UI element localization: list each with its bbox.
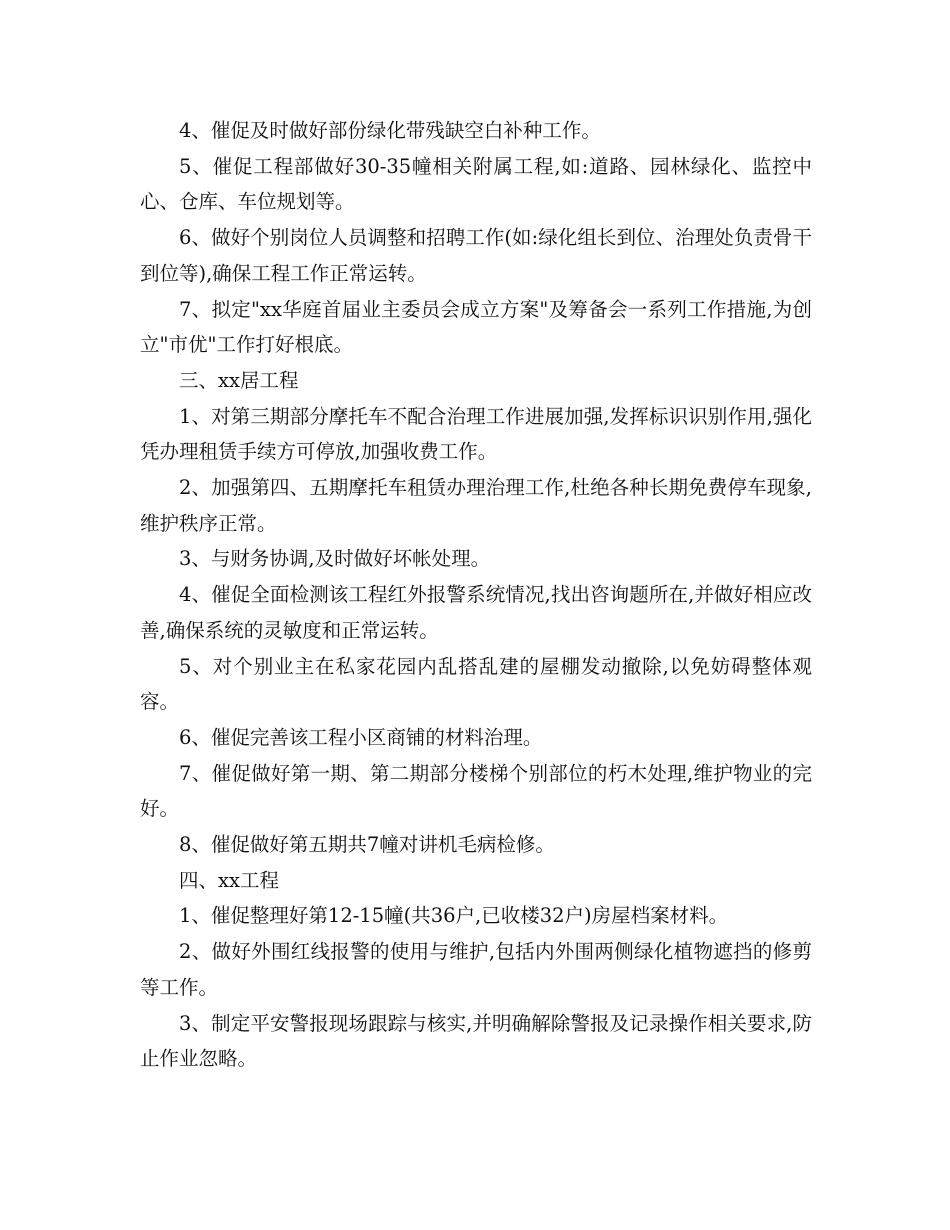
paragraph-item-4-greening: 4、催促及时做好部份绿化带残缺空白补种工作。 xyxy=(179,119,601,142)
section-heading-3: 三、xx居工程 xyxy=(179,368,299,392)
document-body xyxy=(140,113,812,1077)
paragraph-s3-item-3: 3、与财务协调,及时做好坏帐处理。 xyxy=(179,547,491,571)
paragraph-s3-item-6: 6、催促完善该工程小区商铺的材料治理。 xyxy=(179,725,543,749)
paragraph-s3-item-4: 4、催促全面检测该工程红外报警系统情况,找出咨询题所在,并做好相应改善,确保系统的灵敏度和正常运转。 xyxy=(140,583,812,642)
paragraph-item-5-ancillary-works: 5、催促工程部做好30-35幢相关附属工程,如:道路、园林绿化、监控中心、仓库、车位规划等。 xyxy=(140,154,812,214)
paragraph-s4-item-3: 3、制定平安警报现场跟踪与核实,并明确解除警报及记录操作相关要求,防止作业忽略。 xyxy=(140,1011,812,1071)
paragraph-s3-item-8: 8、催促做好第五期共7幢对讲机毛病检修。 xyxy=(179,833,555,857)
section-heading-4: 四、xx工程 xyxy=(179,868,279,892)
paragraph-item-7-owners-committee: 7、拟定"xx华庭首届业主委员会成立方案"及筹备会一系列工作措施,为创立"市优"工作打好根底。 xyxy=(140,297,812,357)
paragraph-s4-item-2: 2、做好外围红线报警的使用与维护,包括内外围两侧绿化植物遮挡的修剪等工作。 xyxy=(140,940,812,999)
paragraph-s3-item-1: 1、对第三期部分摩托车不配合治理工作进展加强,发挥标识识别作用,强化凭办理租赁手续方可停放,加强收费工作。 xyxy=(140,404,812,464)
paragraph-item-6-staffing: 6、做好个别岗位人员调整和招聘工作(如:绿化组长到位、治理处负责骨干到位等),确保工程工作正常运转。 xyxy=(140,226,812,285)
paragraph-s4-item-1: 1、催促整理好第12-15幢(共36户,已收楼32户)房屋档案材料。 xyxy=(179,904,729,928)
paragraph-s3-item-7: 7、催促做好第一期、第二期部分楼梯个别部位的朽木处理,维护物业的完好。 xyxy=(140,761,812,821)
paragraph-s3-item-5: 5、对个别业主在私家花园内乱搭乱建的屋棚发动撤除,以免妨碍整体观容。 xyxy=(140,654,812,714)
paragraph-s3-item-2: 2、加强第四、五期摩托车租赁办理治理工作,杜绝各种长期免费停车现象,维护秩序正常。 xyxy=(140,476,812,535)
